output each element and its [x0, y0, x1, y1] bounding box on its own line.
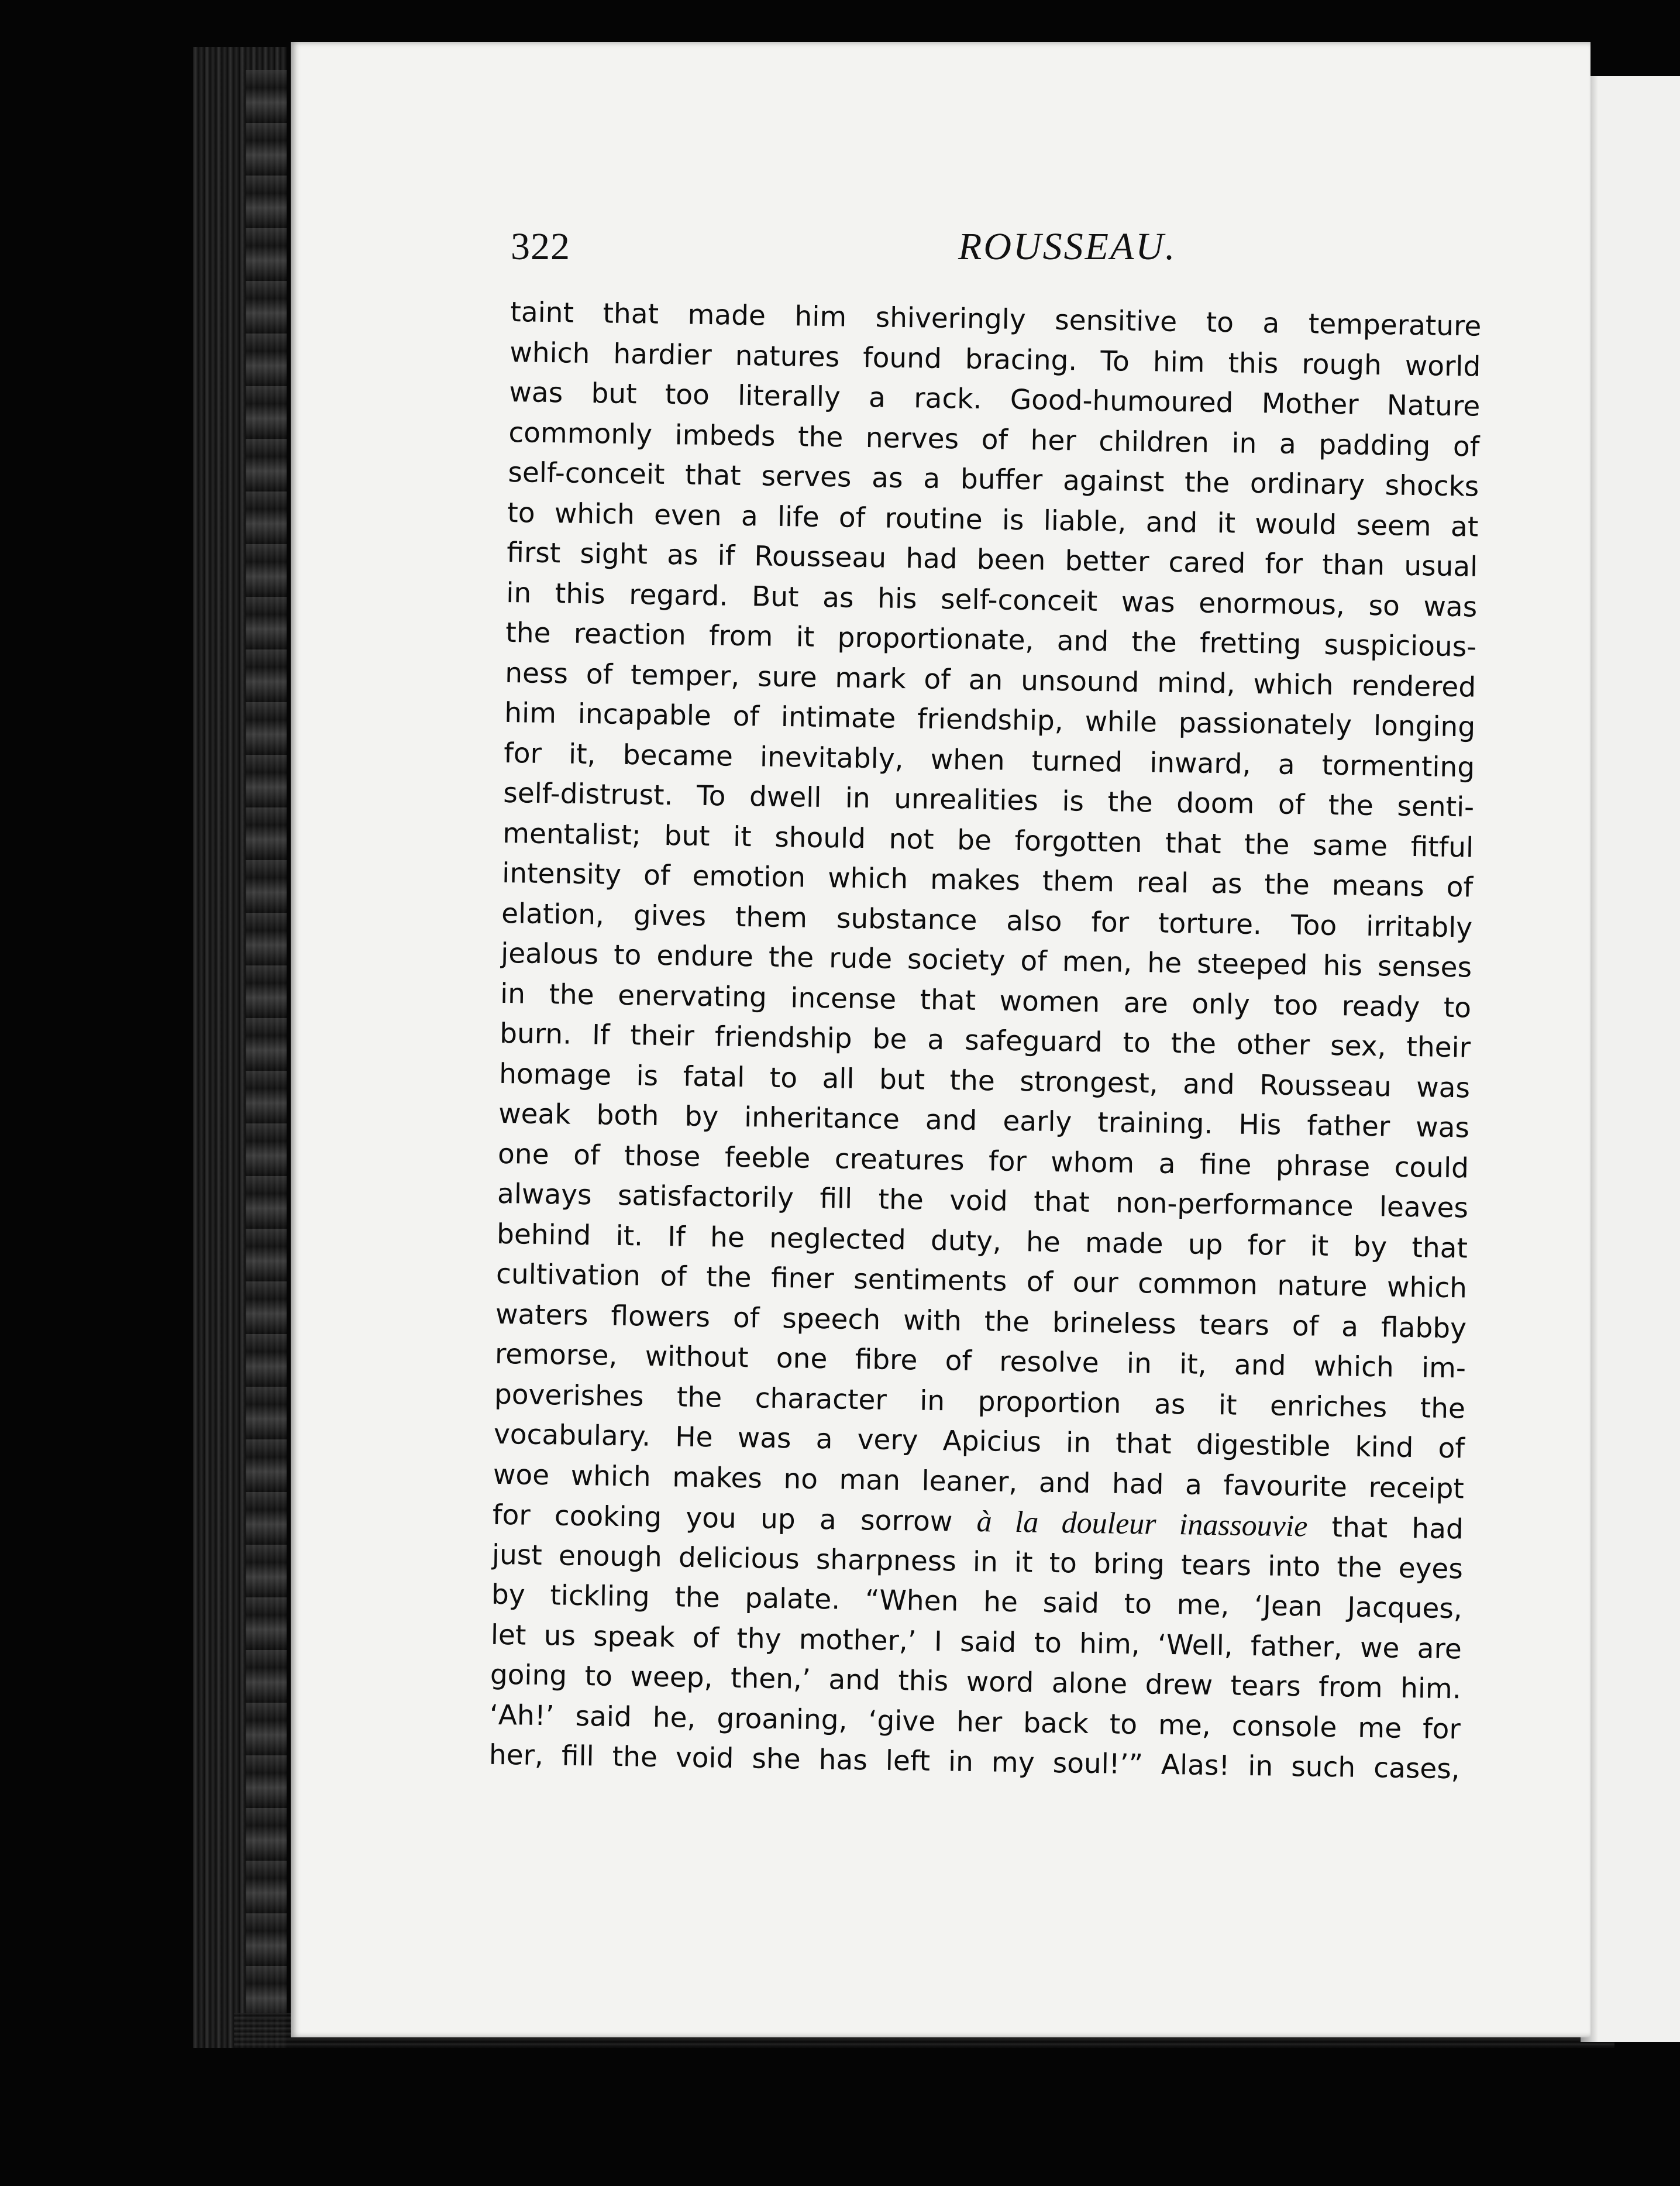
book-page — [291, 42, 1591, 2037]
text-line: first sight as if Rousseau had been better cared for than usual — [506, 536, 1478, 583]
text-line: always satisfactorily fill the void that non-performance leaves — [497, 1177, 1469, 1225]
text-line: poverishes the character in proportion as it enriches the — [494, 1378, 1466, 1425]
text-line: ness of temper, sure mark of an unsound mind, which rendered — [504, 657, 1476, 704]
text-segment: that had — [1307, 1511, 1464, 1546]
text-line: jealous to endure the rude society of men, he steeped his senses — [500, 937, 1472, 984]
text-line: commonly imbeds the nerves of her children in a padding of — [508, 416, 1480, 463]
italic-phrase: à la douleur inassouvie — [976, 1505, 1308, 1544]
book-page-edges — [246, 70, 287, 2019]
text-line: going to weep, then,’ and this word alone drew tears from him. — [490, 1658, 1462, 1706]
text-line: just enough delicious sharpness in it to bring tears into the eyes — [491, 1538, 1464, 1585]
text-line: one of those feeble creatures for whom a fine phrase could — [497, 1137, 1469, 1184]
text-line: homage is fatal to all but the strongest, and Rousseau was — [498, 1057, 1471, 1104]
text-line: by tickling the palate. “When he said to me, ‘Jean Jacques, — [491, 1578, 1463, 1625]
text-line: her, fill the void she has left in my soul!’” Alas! in such cases, — [488, 1738, 1461, 1786]
text-line: vocabulary. He was a very Apicius in that digestible kind of — [493, 1418, 1465, 1465]
text-line: self-distrust. To dwell in unrealities is the doom of the senti- — [502, 776, 1475, 824]
text-line: for it, became inevitably, when turned inward, a tormenting — [503, 737, 1475, 784]
text-line: intensity of emotion which makes them real as the means of — [501, 857, 1474, 904]
text-line: the reaction from it proportionate, and the fretting suspicious- — [505, 616, 1477, 664]
text-line: in the enervating incense that women are only too ready to — [500, 977, 1472, 1024]
text-line: remorse, without one fibre of resolve in it, and which im- — [494, 1338, 1466, 1385]
text-line: waters flowers of speech with the brineless tears of a flabby — [495, 1298, 1467, 1345]
running-title: ROUSSEAU. — [958, 225, 1177, 268]
text-line: elation, gives them substance also for torture. Too irritably — [501, 897, 1473, 944]
text-line: cultivation of the finer sentiments of our common nature which — [495, 1257, 1468, 1305]
text-line: behind it. If he neglected duty, he made up for it by that — [496, 1218, 1468, 1264]
page-header — [511, 225, 1482, 277]
text-line: burn. If their friendship be a safeguard to the other sex, their — [499, 1017, 1471, 1064]
text-line: ‘Ah!’ said he, groaning, ‘give her back to me, console me for — [489, 1699, 1461, 1745]
page-number: 322 — [511, 225, 570, 268]
text-line: let us speak of thy mother,’ I said to him, ‘Well, father, we are — [490, 1618, 1462, 1665]
text-segment: for cooking you up a sorrow — [492, 1498, 977, 1539]
text-line: taint that made him shiveringly sensitive to a temperature — [510, 295, 1482, 343]
text-line: weak both by inheritance and early training. His father was — [498, 1097, 1470, 1144]
body-text — [488, 293, 1481, 1790]
text-line: to which even a life of routine is liable, and it would seem at — [507, 496, 1479, 544]
text-line: in this regard. But as his self-conceit was enormous, so was — [505, 576, 1478, 624]
text-line: mentalist; but it should not be forgotten that the same fitful — [502, 817, 1474, 864]
text-line: self-conceit that serves as a buffer against the ordinary shocks — [508, 456, 1479, 503]
text-line: which hardier natures found bracing. To him this rough world — [509, 336, 1481, 383]
text-line: was but too literally a rack. Good-humoured Mother Nature — [509, 376, 1481, 423]
text-line: him incapable of intimate friendship, while passionately longing — [504, 696, 1476, 744]
text-line: woe which makes no man leaner, and had a favourite receipt — [493, 1458, 1465, 1505]
